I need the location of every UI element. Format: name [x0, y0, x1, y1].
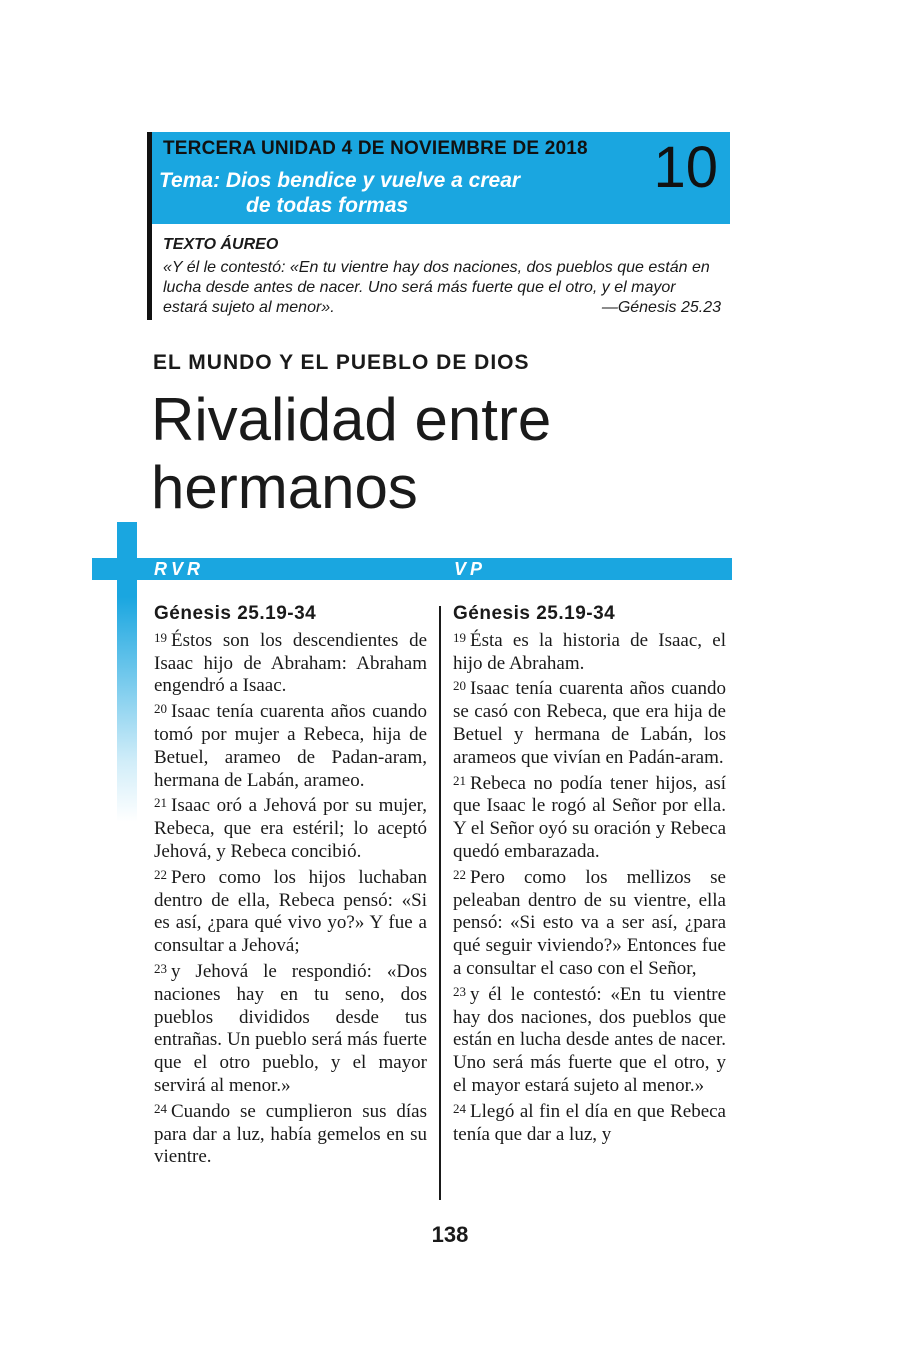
theme-line-2: de todas formas — [246, 194, 409, 217]
lesson-number: 10 — [653, 135, 718, 200]
verse-number: 20 — [453, 678, 466, 694]
verse-text: Rebeca no podía tener hijos, así que Isaac le rogó al Señor por ella. Y el Señor oyó su oración y Rebeca quedó embarazada. — [453, 772, 726, 862]
golden-text-body — [163, 258, 721, 318]
verse-number: 19 — [453, 629, 466, 645]
verse-number: 19 — [154, 629, 167, 645]
rvr-column — [154, 603, 427, 1169]
verse-number: 22 — [154, 866, 167, 882]
verse-number: 20 — [154, 701, 167, 717]
verse-number: 22 — [453, 866, 466, 882]
page-number: 138 — [431, 1222, 469, 1247]
golden-text-reference: —Génesis 25.23 — [601, 299, 721, 316]
verse — [453, 770, 726, 864]
verse-text: y Jehová le respondió: «Dos naciones hay en tu seno, dos pueblos divididos desde tus entrañas. Un pueblo será más fuerte que el otro pueblo, y el mayor servirá al menor.» — [154, 960, 427, 1096]
verse-text: Isaac tenía cuarenta años cuando se casó con Rebeca, que era hija de Betuel y hermana de Labán, los arameos que vivían en Padán-aram. — [453, 678, 726, 768]
verse — [154, 792, 427, 863]
golden-text-quote: «Y él le contestó: «En tu vientre hay dos naciones, dos pueblos que están en lucha desde antes de nacer. Uno será más fuerte que el otro, y el mayor estará sujeto al menor». — [163, 259, 710, 316]
vp-column — [453, 603, 726, 1146]
lesson-theme — [159, 168, 649, 218]
verse-number: 23 — [154, 960, 167, 976]
verse-text: Éstos son los descendientes de Isaac hijo de Abraham: Abraham engendró a Isaac. — [154, 629, 427, 697]
verse-text: Cuando se cumplieron sus días para dar a luz, había gemelos en su vientre. — [154, 1100, 427, 1168]
theme-line-1: Tema: Dios bendice y vuelve a crear — [159, 169, 521, 192]
verse — [154, 864, 427, 958]
verse-text: Isaac oró a Jehová por su mujer, Rebeca, que era estéril; lo aceptó Jehová, y Rebeca concibió. — [154, 795, 427, 862]
verse — [453, 627, 726, 676]
verse-text: y él le contestó: «En tu vientre hay dos naciones, dos pueblos que están en lucha desde antes de nacer. Uno será más fuerte que el otro, y el mayor estará sujeto al menor.» — [453, 983, 726, 1096]
version-band — [92, 558, 732, 580]
verse — [154, 1098, 427, 1169]
verse-text: Ésta es la historia de Isaac, el hijo de Abraham. — [453, 629, 726, 674]
rvr-passage-heading: Génesis 25.19-34 — [154, 603, 317, 624]
verse — [154, 627, 427, 698]
verse-number: 23 — [453, 983, 466, 999]
golden-text-box — [147, 224, 730, 320]
verse — [453, 981, 726, 1098]
vp-passage-heading: Génesis 25.19-34 — [453, 603, 616, 624]
verse-number: 24 — [154, 1100, 167, 1116]
verse — [453, 1098, 726, 1147]
verse — [154, 958, 427, 1098]
verse-number: 21 — [453, 772, 466, 788]
verse-text: Isaac tenía cuarenta años cuando tomó por mujer a Rebeca, hija de Betuel, arameo de Padan-aram, hermana de Labán, arameo. — [154, 701, 427, 791]
verse-number: 21 — [154, 795, 167, 811]
verse — [154, 698, 427, 792]
lesson-title: Rivalidad entre hermanos — [151, 386, 552, 521]
column-divider — [439, 606, 441, 1200]
verse — [453, 675, 726, 769]
verse — [453, 864, 726, 981]
unit-date: TERCERA UNIDAD 4 DE NOVIEMBRE DE 2018 — [163, 138, 588, 159]
lesson-header — [147, 132, 730, 224]
version-label-vp: VP — [454, 559, 487, 579]
section-title: EL MUNDO Y EL PUEBLO DE DIOS — [153, 351, 530, 374]
verse-text: Llegó al fin el día en que Rebeca tenía que dar a luz, y — [453, 1100, 726, 1145]
version-label-rvr: RVR — [154, 559, 205, 579]
verse-text: Pero como los mellizos se peleaban dentro de su vientre, ella pensó: «Si esto va a ser así, ¿para qué seguir viviendo?» Entonces fue a consultar el caso con el Señor, — [453, 866, 726, 979]
golden-text-title: TEXTO ÁUREO — [163, 236, 279, 253]
verse-text: Pero como los hijos luchaban dentro de ella, Rebeca pensó: «Si es así, ¿para qué vivo yo?» Y fue a consultar a Jehová; — [154, 866, 427, 957]
verse-number: 24 — [453, 1100, 466, 1116]
